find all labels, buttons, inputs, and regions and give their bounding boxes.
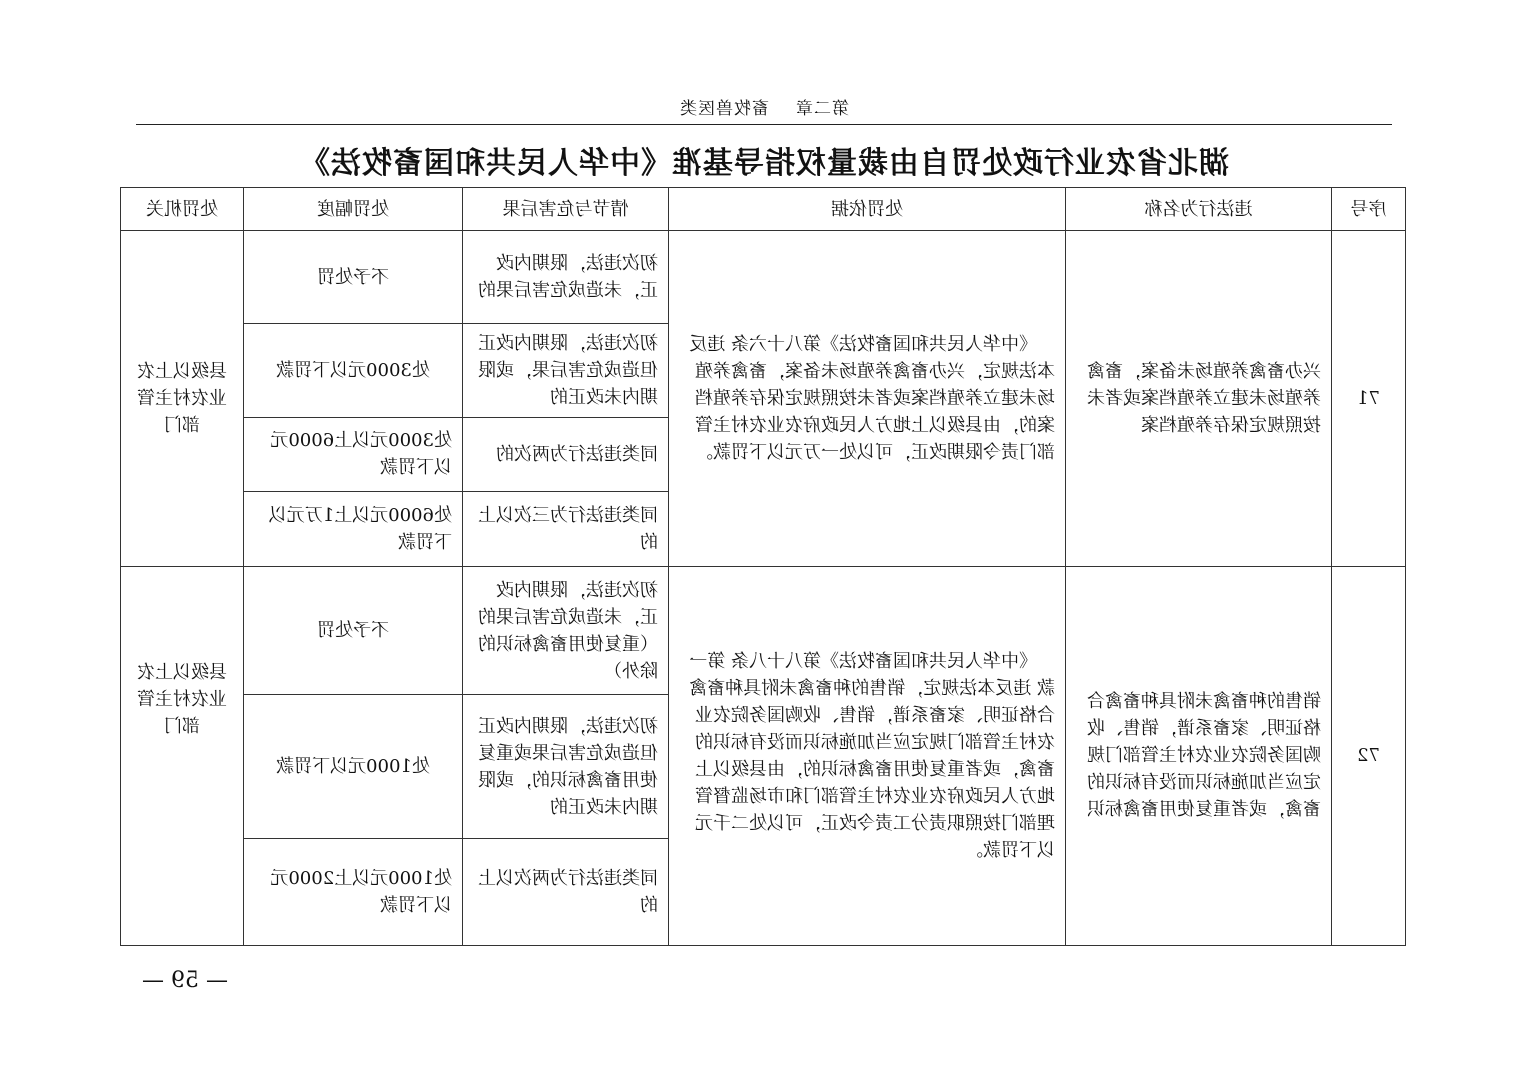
col-header-basis: 处罚依据 xyxy=(669,188,1066,231)
penalty-table xyxy=(120,187,1406,946)
circumstance: 同类违法行为两次以上的 xyxy=(463,839,669,946)
circumstance: 初次违法，限期内改正，未造成危害后果的（重复使用畜禽标识的除外） xyxy=(463,566,669,695)
penalty-range: 不予处罚 xyxy=(244,231,463,324)
table-row xyxy=(121,231,1406,324)
page-number: — 59 — xyxy=(142,968,228,993)
running-header xyxy=(0,94,1528,119)
penalty-basis: 《中华人民共和国畜牧法》第八十六条 违反本法规定，兴办畜禽养殖场未备案，畜禽养殖场未建立养殖档案或者未按照规定保存养殖档案的，由县级以上地方人民政府农业农村主管部门责令限期改正，可以处一万元以下罚款。 xyxy=(669,231,1066,567)
circumstance: 同类违法行为两次的 xyxy=(463,417,669,491)
circumstance: 初次违法，限期内改正，未造成危害后果的 xyxy=(463,231,669,324)
penalty-range: 处1000元以下罚款 xyxy=(244,695,463,839)
penalty-range: 处6000元以上1万元以下罚款 xyxy=(244,491,463,566)
row-no: 72 xyxy=(1332,566,1406,945)
penalty-authority: 县级以上农业农村主管部门 xyxy=(121,566,244,945)
circumstance: 同类违法行为三次以上的 xyxy=(463,491,669,566)
penalty-basis: 《中华人民共和国畜牧法》第八十八条 第一款 违反本法规定，销售的种畜禽未附具种畜禽合格证明、家畜系谱，销售、收购国务院农业农村主管部门规定应当加施标识而没有标识的畜禽，或者重复使用畜禽标识的，由县级以上地方人民政府农业农村主管部门和市场监督管理部门按照职责分工责令改正，可以处二千元以下罚款。 xyxy=(669,566,1066,945)
col-header-circumstance: 情节与危害后果 xyxy=(463,188,669,231)
circumstance: 初次违法，限期内改正但造成危害后果或重复使用畜禽标识的，或限期内未改正的 xyxy=(463,695,669,839)
penalty-range: 不予处罚 xyxy=(244,566,463,695)
penalty-authority: 县级以上农业农村主管部门 xyxy=(121,231,244,567)
penalty-range: 处3000元以下罚款 xyxy=(244,324,463,417)
circumstance: 初次违法，限期内改正但造成危害后果，或限期内未改正的 xyxy=(463,324,669,417)
header-rule xyxy=(136,124,1392,125)
col-header-penalty: 处罚幅度 xyxy=(244,188,463,231)
table-header-row xyxy=(121,188,1406,231)
row-no: 71 xyxy=(1332,231,1406,567)
violation-name: 销售的种畜禽未附具种畜禽合格证明、家畜系谱，销售、收购国务院农业农村主管部门规定应当加施标识而没有标识的畜禽，或者重复使用畜禽标识 xyxy=(1066,566,1332,945)
table-row xyxy=(121,566,1406,695)
col-header-no: 序号 xyxy=(1332,188,1406,231)
chapter-label: 第二章 xyxy=(795,99,849,119)
violation-name: 兴办畜禽养殖场未备案，畜禽养殖场未建立养殖档案或者未按照规定保存养殖档案 xyxy=(1066,231,1332,567)
col-header-authority: 处罚机关 xyxy=(121,188,244,231)
section-label: 畜牧兽医类 xyxy=(679,99,769,119)
page-title: 湖北省农业行政处罚自由裁量权指导基准《中华人民共和国畜牧法》 xyxy=(299,146,1229,181)
penalty-range: 处3000元以上6000元以下罚款 xyxy=(244,417,463,491)
penalty-range: 处1000元以上2000元以下罚款 xyxy=(244,839,463,946)
col-header-name: 违法行为名称 xyxy=(1066,188,1332,231)
